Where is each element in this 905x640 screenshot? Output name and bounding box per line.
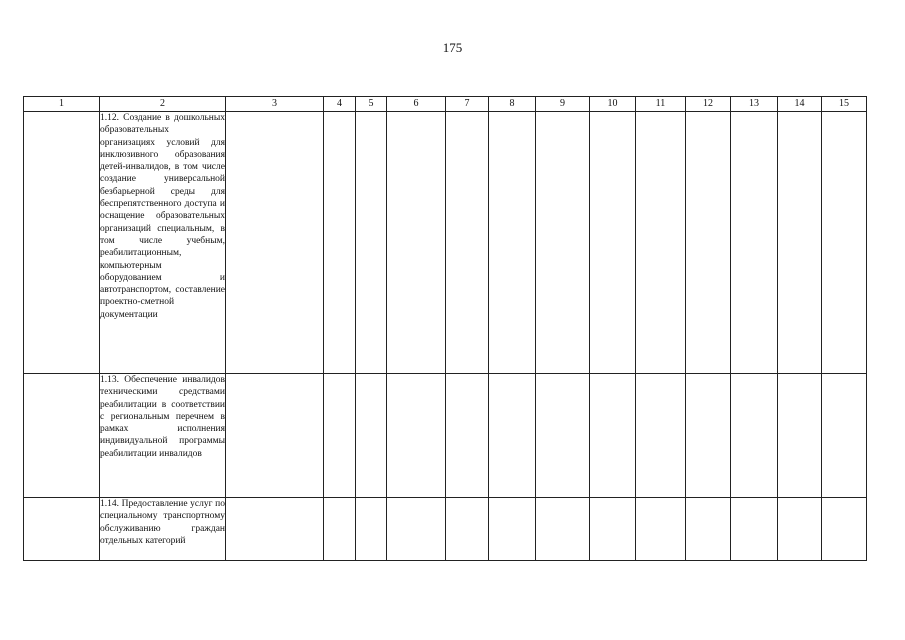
column-header-14: 14 [778, 97, 822, 112]
column-header-10: 10 [590, 97, 636, 112]
page-number: 175 [442, 40, 463, 55]
column-header-7: 7 [446, 97, 489, 112]
table-cell [446, 112, 489, 374]
table-cell [686, 498, 731, 561]
table-row [24, 374, 867, 498]
table-cell [226, 498, 324, 561]
column-header-5: 5 [356, 97, 387, 112]
table-cell [731, 498, 778, 561]
table-cell [686, 374, 731, 498]
column-header-15: 15 [822, 97, 867, 112]
table-cell [24, 374, 100, 498]
table-cell [387, 498, 446, 561]
table-cell [356, 112, 387, 374]
row-description-text: 1.12. Создание в дошкольных образовательных организациях условий для инклюзивного образования детей-инвалидов, в том числе создание универсальной безбарьерной среды для беспрепятственного доступа и оснащение образовательных организаций специальным, в том числе учебным, реабилитационным, компьютерным оборудованием и автотранспортом, составление проектно-сметной документации [100, 113, 225, 320]
table-cell [356, 498, 387, 561]
table-cell [489, 498, 536, 561]
table-cell [778, 374, 822, 498]
table-cell [590, 112, 636, 374]
table-cell [226, 374, 324, 498]
table-row [24, 112, 867, 374]
table-cell [731, 374, 778, 498]
table-cell [590, 498, 636, 561]
table-cell [24, 498, 100, 561]
column-header-8: 8 [489, 97, 536, 112]
column-header-9: 9 [536, 97, 590, 112]
row-description-text: 1.14. Предоставление услуг по специальному транспортному обслуживанию граждан отдельных категорий [100, 499, 225, 546]
column-header-12: 12 [686, 97, 731, 112]
table-cell [324, 374, 356, 498]
column-header-3: 3 [226, 97, 324, 112]
column-header-4: 4 [324, 97, 356, 112]
table-cell [778, 498, 822, 561]
column-header-11: 11 [636, 97, 686, 112]
column-header-6: 6 [387, 97, 446, 112]
row-description-cell [100, 374, 226, 498]
table-cell [489, 374, 536, 498]
table-cell [636, 498, 686, 561]
data-table [23, 96, 867, 561]
table-cell [489, 112, 536, 374]
table-cell [822, 112, 867, 374]
table-cell [536, 112, 590, 374]
table-cell [636, 112, 686, 374]
table-cell [731, 112, 778, 374]
table-cell [387, 112, 446, 374]
table-cell [446, 374, 489, 498]
header-row [24, 97, 867, 112]
row-description-cell [100, 112, 226, 374]
table-cell [822, 498, 867, 561]
table-cell [387, 374, 446, 498]
table-cell [324, 112, 356, 374]
column-header-2: 2 [100, 97, 226, 112]
column-header-13: 13 [731, 97, 778, 112]
table-cell [446, 498, 489, 561]
row-description-text: 1.13. Обеспечение инвалидов техническими средствами реабилитации в соответствии с региональным перечнем в рамках исполнения индивидуальной программы реабилитации инвалидов [100, 375, 225, 459]
table-cell [686, 112, 731, 374]
table-row [24, 498, 867, 561]
table-cell [226, 112, 324, 374]
table-cell [536, 498, 590, 561]
table-cell [356, 374, 387, 498]
table-cell [590, 374, 636, 498]
table-cell [536, 374, 590, 498]
table-cell [636, 374, 686, 498]
table-cell [778, 112, 822, 374]
table-cell [324, 498, 356, 561]
row-description-cell [100, 498, 226, 561]
column-header-1: 1 [24, 97, 100, 112]
table-cell [24, 112, 100, 374]
table-cell [822, 374, 867, 498]
